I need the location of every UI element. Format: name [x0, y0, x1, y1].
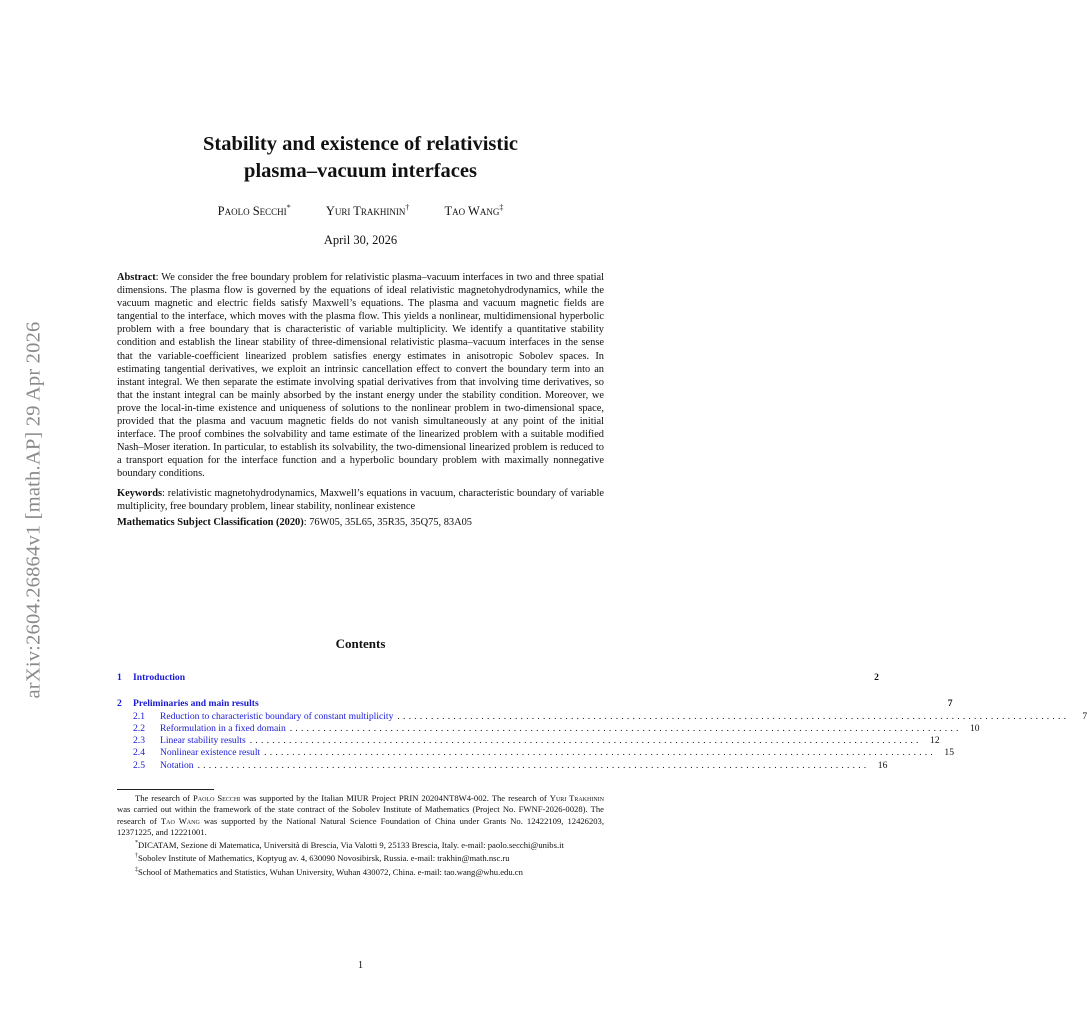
keywords-label: Keywords — [117, 487, 163, 499]
toc-entry-number: 2.1 — [133, 710, 145, 722]
toc-entry-page[interactable]: 16 — [877, 759, 888, 771]
toc-entry-preliminaries[interactable] — [117, 698, 953, 710]
toc-dot-leader: ........................................................................................................................ — [249, 735, 922, 747]
toc-entry-number: 2.5 — [133, 759, 145, 771]
title-line-1: Stability and existence of relativistic — [202, 133, 519, 155]
funding-text-4: was supported by the National Natural Science Foundation of China under Grants No. 12422109, 12426203, 12371225, and 12221001. — [117, 815, 604, 837]
msc-paragraph — [117, 516, 604, 529]
author-1-mark: * — [286, 203, 291, 212]
toc-entry-linear-stability[interactable] — [117, 735, 940, 747]
toc-dot-leader: ........................................................................................................................ — [289, 722, 962, 734]
arxiv-identifier-stamp — [22, 287, 46, 732]
affiliation-footnote-3 — [117, 865, 604, 878]
toc-entry-reduction[interactable] — [117, 710, 1087, 723]
contents-heading: Contents — [335, 636, 386, 651]
affiliation-mark-2: † — [135, 853, 138, 860]
paper-title — [117, 131, 604, 185]
funding-text-3: was carried out within the framework of the state contract of the Sobolev Institute of Mathematics (Project No. FWNF-2026-0028). The research of — [117, 804, 604, 826]
funding-footnote — [117, 793, 604, 838]
author-3-mark: ‡ — [499, 203, 504, 212]
toc-entry-title[interactable]: Introduction — [133, 672, 186, 683]
toc-entry-number: 2.4 — [133, 747, 145, 759]
footnote-rule — [117, 789, 214, 790]
author-list — [117, 203, 604, 219]
toc-entry-page[interactable]: 7 — [947, 698, 953, 710]
toc-entry-nonlinear-existence[interactable] — [117, 747, 954, 759]
toc-entry-title[interactable]: Linear stability results — [160, 735, 246, 747]
toc-entry-page[interactable]: 15 — [944, 747, 954, 759]
author-2 — [326, 204, 410, 218]
author-3-name: Tao Wang — [444, 204, 500, 219]
abstract-label: Abstract — [117, 272, 156, 283]
affiliation-text-2: Sobolev Institute of Mathematics, Koptyug av. 4, 630090 Novosibirsk, Russia. e-mail: trakhin@math.nsc.ru — [138, 853, 510, 864]
author-2-mark: † — [405, 203, 410, 212]
abstract-block — [117, 271, 604, 529]
toc-entry-number: 1 — [117, 672, 122, 683]
toc-entry-page[interactable]: 7 — [1082, 710, 1087, 722]
paper-date: April 30, 2026 — [323, 233, 398, 247]
affiliation-mark-3: ‡ — [135, 866, 138, 873]
toc-dot-leader: ........................................................................................................................ — [397, 710, 1070, 722]
toc-dot-leader: ........................................................................................................................ — [197, 759, 870, 771]
toc-dot-leader — [263, 698, 935, 710]
title-line-2: plasma–vacuum interfaces — [244, 160, 477, 182]
page-number: 1 — [357, 960, 364, 971]
toc-entry-number: 2.3 — [133, 735, 145, 747]
msc-text: : 76W05, 35L65, 35R35, 35Q75, 83A05 — [303, 516, 472, 528]
toc-entry-title[interactable]: Preliminaries and main results — [133, 698, 259, 710]
arxiv-identifier-text: arXiv:2604.26864v1 [math.AP] 29 Apr 2026 — [22, 321, 45, 698]
author-1-name: Paolo Secchi — [217, 204, 287, 219]
funding-name-1: Paolo Secchi — [193, 793, 241, 803]
toc-dot-leader — [189, 672, 861, 684]
toc-entry-number: 2 — [117, 698, 122, 710]
affiliation-footnote-1 — [117, 838, 604, 851]
author-1 — [218, 204, 291, 218]
toc-entry-title[interactable]: Reduction to characteristic boundary of constant multiplicity — [160, 710, 394, 722]
toc-entry-page[interactable]: 10 — [969, 722, 980, 734]
author-3 — [445, 204, 504, 218]
affiliation-text-1: DICATAM, Sezione di Matematica, Università di Brescia, Via Valotti 9, 25133 Brescia, Italy. e-mail: paolo.secchi@unibs.it — [138, 840, 564, 851]
toc-entry-title[interactable]: Reformulation in a fixed domain — [160, 722, 286, 734]
toc-entry-notation[interactable] — [117, 759, 888, 772]
toc-entry-title[interactable]: Nonlinear existence result — [160, 747, 261, 759]
table-of-contents — [117, 672, 1087, 772]
affiliation-mark-1: * — [135, 840, 138, 847]
toc-entry-page[interactable]: 12 — [930, 735, 940, 747]
funding-name-2: Yuri Trakhinin — [549, 793, 604, 803]
footnotes-block — [117, 793, 604, 878]
toc-entry-title[interactable]: Notation — [160, 759, 194, 771]
funding-text-2: was supported by the Italian MIUR Project PRIN 20204NT8W4-002. The research of — [240, 793, 550, 803]
affiliation-text-3: School of Mathematics and Statistics, Wuhan University, Wuhan 430072, China. e-mail: tao.wang@whu.edu.cn — [138, 866, 523, 877]
author-2-name: Yuri Trakhinin — [325, 204, 406, 219]
msc-label: Mathematics Subject Classification (2020) — [117, 516, 304, 528]
toc-entry-number: 2.2 — [133, 722, 145, 734]
toc-entry-introduction[interactable] — [117, 672, 879, 684]
toc-entry-reformulation[interactable] — [117, 722, 980, 735]
toc-dot-leader: ........................................................................................................................ — [264, 747, 936, 759]
keywords-text: : relativistic magnetohydrodynamics, Maxwell’s equations in vacuum, characteristic boundary of variable multiplicity, free boundary problem, linear stability, nonlinear existence — [117, 487, 604, 512]
funding-text-1: The research of — [135, 793, 193, 803]
keywords-paragraph — [117, 487, 604, 513]
abstract-paragraph — [117, 271, 604, 481]
funding-name-3: Tao Wang — [160, 815, 200, 826]
affiliation-footnote-2 — [117, 851, 604, 864]
abstract-text: : We consider the free boundary problem for relativistic plasma–vacuum interfaces in two and three spatial dimensions. The plasma flow is governed by the equations of ideal relativistic magnetohydrodynamics, while the vacuum magnetic and electric fields satisfy Maxwell’s equations. The plasma and vacuum magnetic fields are tangential to the interface, which moves with the plasma flow. This yields a nonlinear, multidimensional hyperbolic problem with a free boundary that is characteristic of variable multiplicity. We identify a quantitative stability condition and establish the linear stability of three-dimensional relativistic plasma–vacuum interfaces in the sense that the variable-coefficient linearized problem satisfies energy estimates in anisotropic Sobolev spaces. In estimating tangential derivatives, we exploit an intrinsic cancellation effect to convert the boundary term into an instant integral. We then separate the estimate involving spatial derivatives from that involving time derivatives, so that the instant integral can be mainly absorbed by the instant energy under the stability condition. Moreover, we prove the local-in-time existence and uniqueness of solutions to the nonlinear problem in two-dimensional space, provided that the plasma and vacuum magnetic fields do not vanish simultaneously at any point of the initial interface. The proof combines the solvability and tame estimate of the linearized problem with a suitable modified Nash–Moser iteration. In particular, to establish its solvability, the two-dimensional linearized problem is reduced to a transport equation for the interface function and a hyperbolic boundary problem with maximally nonnegative boundary conditions. — [117, 272, 604, 480]
toc-entry-page[interactable]: 2 — [874, 672, 879, 683]
